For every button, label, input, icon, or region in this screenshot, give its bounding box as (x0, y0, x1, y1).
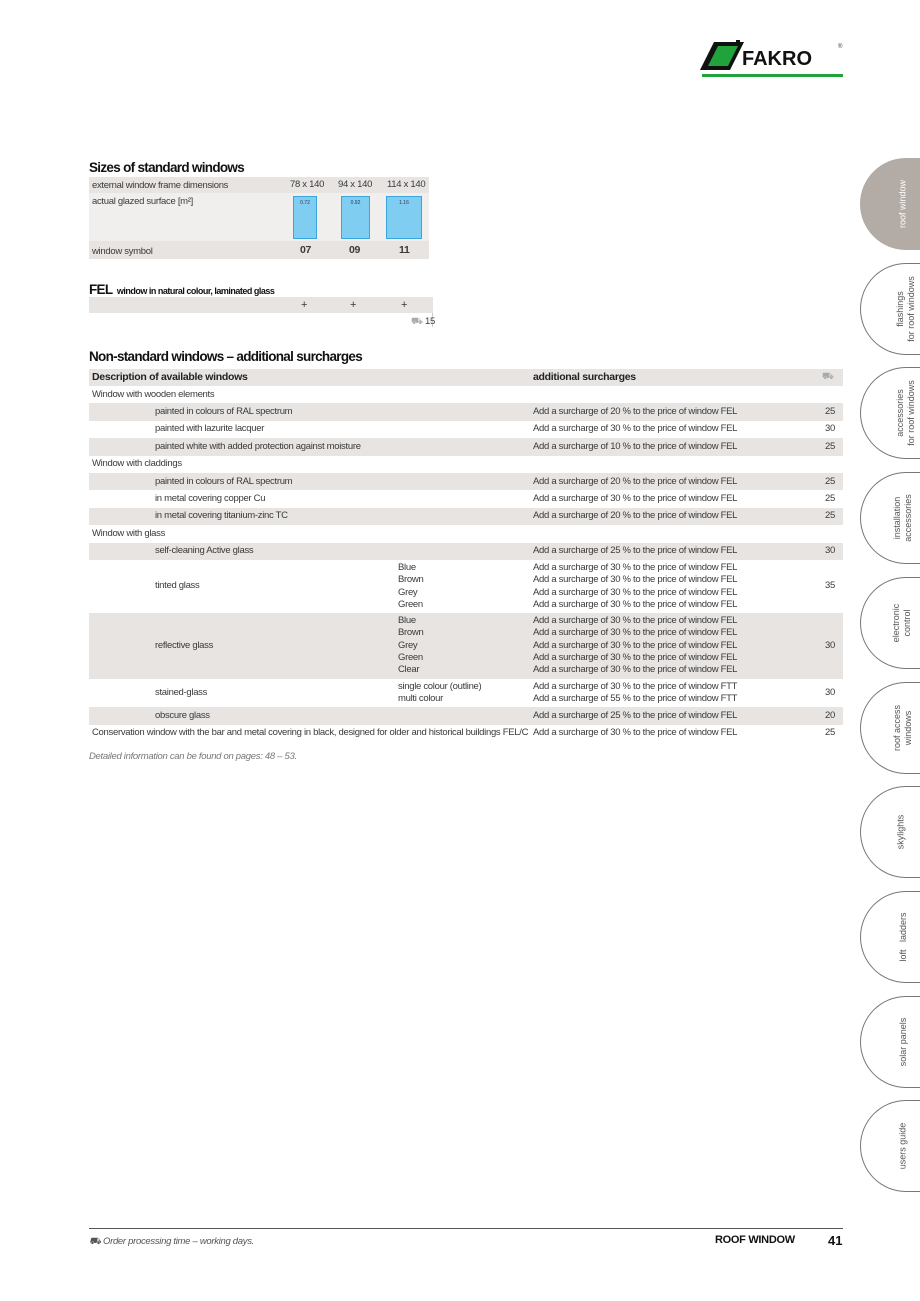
variant-label: Clear (398, 664, 420, 676)
group-label: Window with wooden elements (92, 388, 215, 400)
table-row (89, 543, 843, 560)
footer-section: ROOF WINDOW (715, 1234, 795, 1246)
surcharge-text: Add a surcharge of 10 % to the price of window FEL (533, 440, 738, 452)
roof-window-logo-icon (700, 40, 744, 72)
tab-roof-window[interactable] (860, 158, 920, 250)
tab-label: accessories for roof windows (894, 380, 916, 447)
item-label: painted white with added protection against moisture (155, 440, 361, 452)
glazed-value: 1.16 (399, 200, 409, 206)
surcharge-text: Add a surcharge of 30 % to the price of window FEL (533, 615, 738, 627)
tab-installation-accessories[interactable] (860, 472, 920, 564)
surcharge-text: Add a surcharge of 30 % to the price of window FEL (533, 574, 738, 586)
table-row (89, 560, 843, 613)
tab-skylights[interactable] (860, 786, 920, 878)
available-mark: + (301, 299, 308, 311)
item-label: painted in colours of RAL spectrum (155, 475, 293, 487)
days-value: 30 (825, 686, 835, 698)
table-group-row (89, 386, 843, 403)
item-label: painted in colours of RAL spectrum (155, 405, 293, 417)
tab-label: installation accessories (891, 494, 913, 542)
fel-description: window in natural colour, laminated glass (116, 286, 275, 296)
days-value: 30 (825, 639, 835, 651)
variant-label: multi colour (398, 692, 443, 704)
surcharge-text: Add a surcharge of 30 % to the price of window FTT (533, 680, 738, 692)
tab-flashings-for-roof-windows[interactable] (860, 263, 920, 355)
variant-label: Brown (398, 574, 424, 586)
group-label: Window with claddings (92, 458, 182, 470)
item-label: in metal covering copper Cu (155, 492, 266, 504)
symbol-value: 07 (300, 244, 312, 256)
glazed-value: 0.72 (300, 200, 310, 206)
footer-note-text: Order processing time – working days. (103, 1236, 254, 1247)
variant-label: Grey (398, 639, 418, 651)
tab-accessories-for-roof-windows[interactable] (860, 367, 920, 459)
table-group-row (89, 456, 843, 473)
surcharge-text: Add a surcharge of 20 % to the price of window FEL (533, 475, 738, 487)
footer-rule (89, 1228, 843, 1229)
surcharge-text: Add a surcharge of 30 % to the price of window FEL (533, 423, 738, 435)
fel-row (89, 297, 433, 313)
surcharge-text: Add a surcharge of 30 % to the price of window FEL (533, 727, 738, 739)
surcharge-text: Add a surcharge of 25 % to the price of window FEL (533, 545, 738, 557)
dims-value: 94 x 140 (338, 179, 373, 190)
dims-value: 114 x 140 (387, 179, 426, 190)
item-label: reflective glass (155, 639, 214, 651)
tab-electronic-control[interactable] (860, 577, 920, 669)
surcharge-text: Add a surcharge of 30 % to the price of window FEL (533, 652, 738, 664)
table-row (89, 403, 843, 420)
tab-users-guide[interactable] (860, 1100, 920, 1192)
surcharge-text: Add a surcharge of 20 % to the price of window FEL (533, 510, 738, 522)
fakro-logo (700, 38, 845, 80)
tab-loft-ladders[interactable] (860, 891, 920, 983)
surcharge-text: Add a surcharge of 30 % to the price of window FEL (533, 586, 738, 598)
days-value: 30 (825, 423, 835, 435)
symbol-label: window symbol (92, 246, 153, 257)
variant-label: Green (398, 652, 423, 664)
fel-code: FEL (89, 282, 113, 297)
truck-icon: ⛟ (89, 1236, 101, 1247)
days-value: 25 (825, 440, 835, 452)
days-value: 20 (825, 709, 835, 721)
sizes-title: Sizes of standard windows (89, 160, 245, 175)
group-label: Window with glass (92, 527, 166, 539)
window-diagram (341, 196, 370, 239)
table-row (89, 613, 843, 679)
glazed-value: 0.92 (350, 200, 361, 206)
item-label: obscure glass (155, 709, 210, 721)
tab-label: roof window (897, 179, 908, 229)
item-label: tinted glass (155, 580, 200, 592)
available-mark: + (350, 299, 357, 311)
fel-days-value: 15 (425, 316, 435, 327)
table-row (89, 473, 843, 490)
variant-label: Blue (398, 562, 416, 573)
table-row (89, 490, 843, 507)
dims-label: external window frame dimensions (92, 180, 229, 191)
surcharge-text: Add a surcharge of 30 % to the price of window FEL (533, 492, 738, 504)
tab-label: roof access windows (891, 704, 913, 751)
truck-icon: ⛟ (822, 371, 834, 382)
detail-note: Detailed information can be found on pages: 48 – 53. (89, 751, 297, 762)
table-header (89, 369, 843, 386)
days-value: 35 (825, 580, 835, 592)
dims-value: 78 x 140 (290, 179, 325, 190)
window-diagram (293, 196, 317, 239)
table-row (89, 679, 843, 708)
header-surcharges: additional surcharges (533, 371, 636, 383)
tab-label: users guide (896, 1123, 907, 1170)
days-value: 25 (825, 475, 835, 487)
variant-label: Blue (398, 615, 416, 627)
tab-label: skylights (895, 814, 906, 850)
window-diagram (386, 196, 422, 239)
days-value: 25 (825, 492, 835, 504)
surcharge-text: Add a surcharge of 30 % to the price of window FEL (533, 639, 738, 651)
table-row (89, 421, 843, 438)
variant-label: Grey (398, 586, 418, 598)
variant-label: single colour (outline) (398, 680, 482, 692)
item-label: painted with lazurite lacquer (155, 423, 265, 435)
surcharge-text: Add a surcharge of 25 % to the price of window FEL (533, 709, 738, 721)
footer-note (89, 1236, 254, 1248)
surcharge-text: Add a surcharge of 55 % to the price of window FTT (533, 692, 738, 704)
days-value: 30 (825, 545, 835, 557)
available-mark: + (401, 299, 408, 311)
days-value: 25 (825, 510, 835, 522)
symbol-value: 09 (349, 244, 361, 256)
item-label: stained-glass (155, 686, 208, 698)
table-row (89, 438, 843, 455)
item-label: self-cleaning Active glass (155, 545, 254, 557)
symbol-value: 11 (399, 244, 410, 256)
variant-label: Green (398, 598, 423, 610)
item-label: in metal covering titanium-zinc TC (155, 510, 288, 522)
surcharge-text: Add a surcharge of 20 % to the price of window FEL (533, 405, 738, 417)
table-row (89, 508, 843, 525)
tab-label: flashings for roof windows (894, 275, 916, 342)
tab-label: solar panels (897, 1017, 908, 1066)
nonstandard-title: Non-standard windows – additional surcharges (89, 349, 362, 364)
tab-roof-access-windows[interactable] (860, 682, 920, 774)
surcharge-text: Add a surcharge of 30 % to the price of window FEL (533, 664, 738, 676)
brand-name: FAKRO (742, 48, 812, 70)
truck-icon: ⛟ (411, 316, 423, 327)
brand-underline (702, 74, 843, 77)
registered-mark: ® (838, 44, 843, 50)
surcharge-text: Add a surcharge of 30 % to the price of window FEL (533, 562, 738, 573)
tab-label: electronic control (890, 603, 912, 643)
glazed-label: actual glazed surface [m²] (92, 196, 193, 207)
tab-label: loft ladders (897, 912, 908, 962)
header-description: Description of available windows (92, 371, 248, 383)
days-value: 25 (825, 727, 835, 739)
table-row (89, 725, 843, 742)
item-label: Conservation window with the bar and metal covering in black, designed for older and historical buildings FEL/C (92, 727, 529, 739)
surcharge-text: Add a surcharge of 30 % to the price of window FEL (533, 627, 738, 639)
variant-label: Brown (398, 627, 424, 639)
days-value: 25 (825, 405, 835, 417)
surcharge-text: Add a surcharge of 30 % to the price of window FEL (533, 598, 738, 610)
fel-days (411, 316, 435, 328)
tab-solar-panels[interactable] (860, 996, 920, 1088)
table-group-row (89, 525, 843, 542)
page-number: 41 (828, 1233, 843, 1248)
table-row (89, 707, 843, 724)
